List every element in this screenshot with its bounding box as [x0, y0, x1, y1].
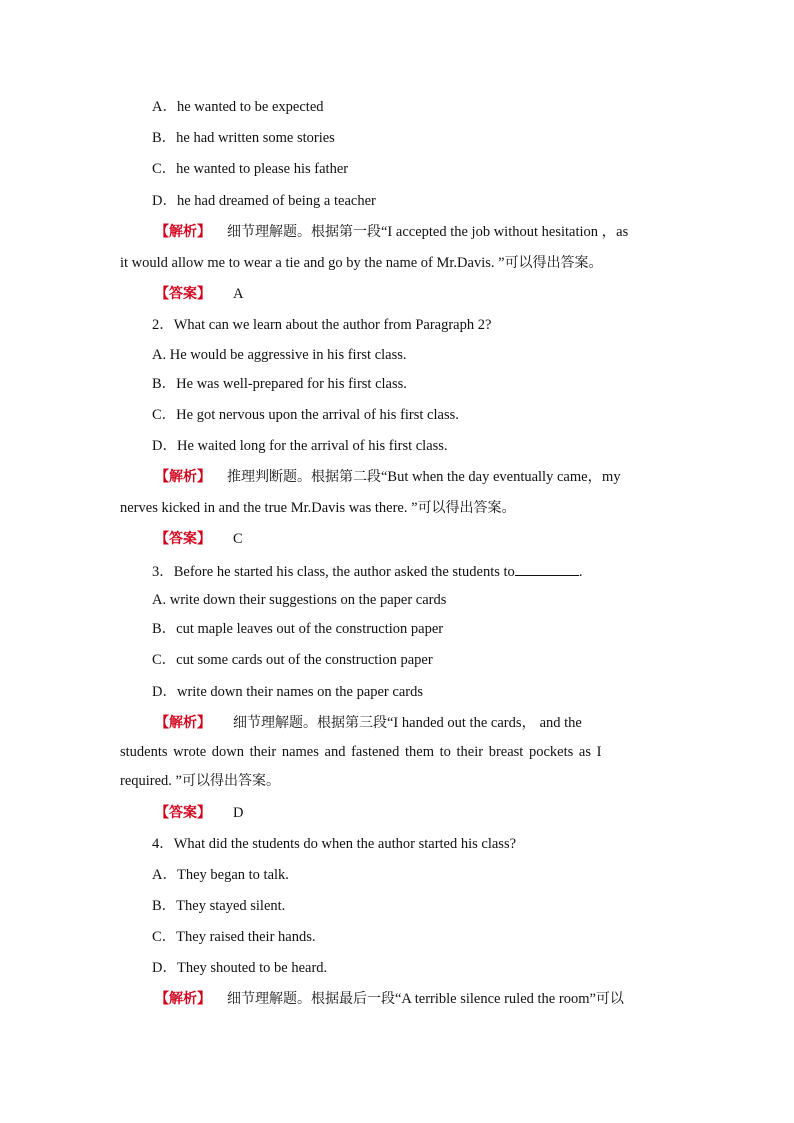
analysis-ref: 根据第一段 [311, 224, 381, 240]
answer-tag: 【答案】 [155, 805, 211, 821]
q2-option-c: C．He got nervous upon the arrival of his first class. [152, 407, 459, 423]
q3-question [152, 561, 582, 582]
q1-analysis-line1 [155, 222, 628, 242]
q4-option-b: B．They stayed silent. [152, 898, 286, 914]
q3-analysis-line1 [155, 713, 582, 733]
q4-option-a: A．They began to talk. [152, 867, 289, 883]
analysis-tag: 【解析】 [155, 715, 211, 731]
q2-option-d: D．He waited long for the arrival of his first class. [152, 438, 448, 454]
analysis-quote: “I handed out the cards， and the [387, 715, 582, 731]
q2-analysis-line1 [155, 467, 621, 487]
q4-analysis-line1 [155, 989, 624, 1009]
analysis-ref: 根据第三段 [317, 715, 387, 731]
answer-tag: 【答案】 [155, 531, 211, 547]
q3-option-b: B．cut maple leaves out of the construction paper [152, 621, 444, 637]
q2-question: 2．What can we learn about the author from Paragraph 2? [152, 317, 492, 333]
analysis-type: 推理判断题。 [227, 469, 311, 485]
analysis-quote-cont: nerves kicked in and the true Mr.Davis was there. ” [120, 500, 418, 516]
analysis-conclusion: 可以得出答案。 [182, 773, 280, 789]
analysis-type: 细节理解题。 [227, 991, 311, 1007]
q3-analysis-line3 [120, 771, 280, 791]
answer-value: D [233, 805, 244, 821]
answer-tag: 【答案】 [155, 286, 211, 302]
q2-answer [155, 529, 243, 549]
q1-option-a: A．he wanted to be expected [152, 99, 324, 115]
q3-option-c: C．cut some cards out of the construction paper [152, 652, 433, 668]
answer-value: A [233, 286, 244, 302]
q2-option-a: A. He would be aggressive in his first class. [152, 347, 407, 363]
analysis-tag: 【解析】 [155, 224, 211, 240]
q2-analysis-line2 [120, 498, 516, 518]
q3-question-end: . [578, 564, 583, 580]
q4-option-d: D．They shouted to be heard. [152, 960, 328, 976]
analysis-conclusion: 可以得出答案。 [504, 255, 603, 271]
q3-question-text: 3．Before he started his class, the author asked the students to [152, 564, 515, 580]
q2-option-b: B．He was well-prepared for his first class. [152, 376, 407, 392]
analysis-ref: 根据最后一段 [311, 991, 395, 1007]
analysis-quote: “But when the day eventually came，my [381, 469, 621, 485]
analysis-tag: 【解析】 [155, 469, 211, 485]
q3-option-a: A. write down their suggestions on the paper cards [152, 592, 447, 608]
q1-option-c: C．he wanted to please his father [152, 161, 349, 177]
analysis-tag: 【解析】 [155, 991, 211, 1007]
analysis-type: 细节理解题。 [227, 224, 311, 240]
answer-blank [515, 561, 579, 576]
q4-option-c: C．They raised their hands. [152, 929, 316, 945]
analysis-conclusion: 可以得出答案。 [417, 500, 516, 516]
analysis-type: 细节理解题。 [233, 715, 317, 731]
q3-option-d: D．write down their names on the paper cards [152, 684, 423, 700]
q3-answer [155, 803, 243, 823]
q1-option-d: D．he had dreamed of being a teacher [152, 193, 376, 209]
analysis-quote-cont: required. ” [120, 773, 182, 789]
q1-option-b: B．he had written some stories [152, 130, 335, 146]
analysis-quote: “A terrible silence ruled the room” [395, 991, 596, 1007]
q3-analysis-line2: students wrote down their names and fastened them to their breast pockets as I [120, 744, 602, 760]
q4-question: 4．What did the students do when the author started his class? [152, 836, 517, 852]
analysis-ref: 根据第二段 [311, 469, 381, 485]
analysis-quote-cont: it would allow me to wear a tie and go by the name of Mr.Davis. ” [120, 255, 505, 271]
analysis-quote: “I accepted the job without hesitation ，as [381, 224, 629, 240]
q1-analysis-line2 [120, 253, 603, 273]
analysis-continuation: 可以 [595, 991, 624, 1007]
answer-value: C [233, 531, 243, 547]
q1-answer [155, 284, 243, 304]
